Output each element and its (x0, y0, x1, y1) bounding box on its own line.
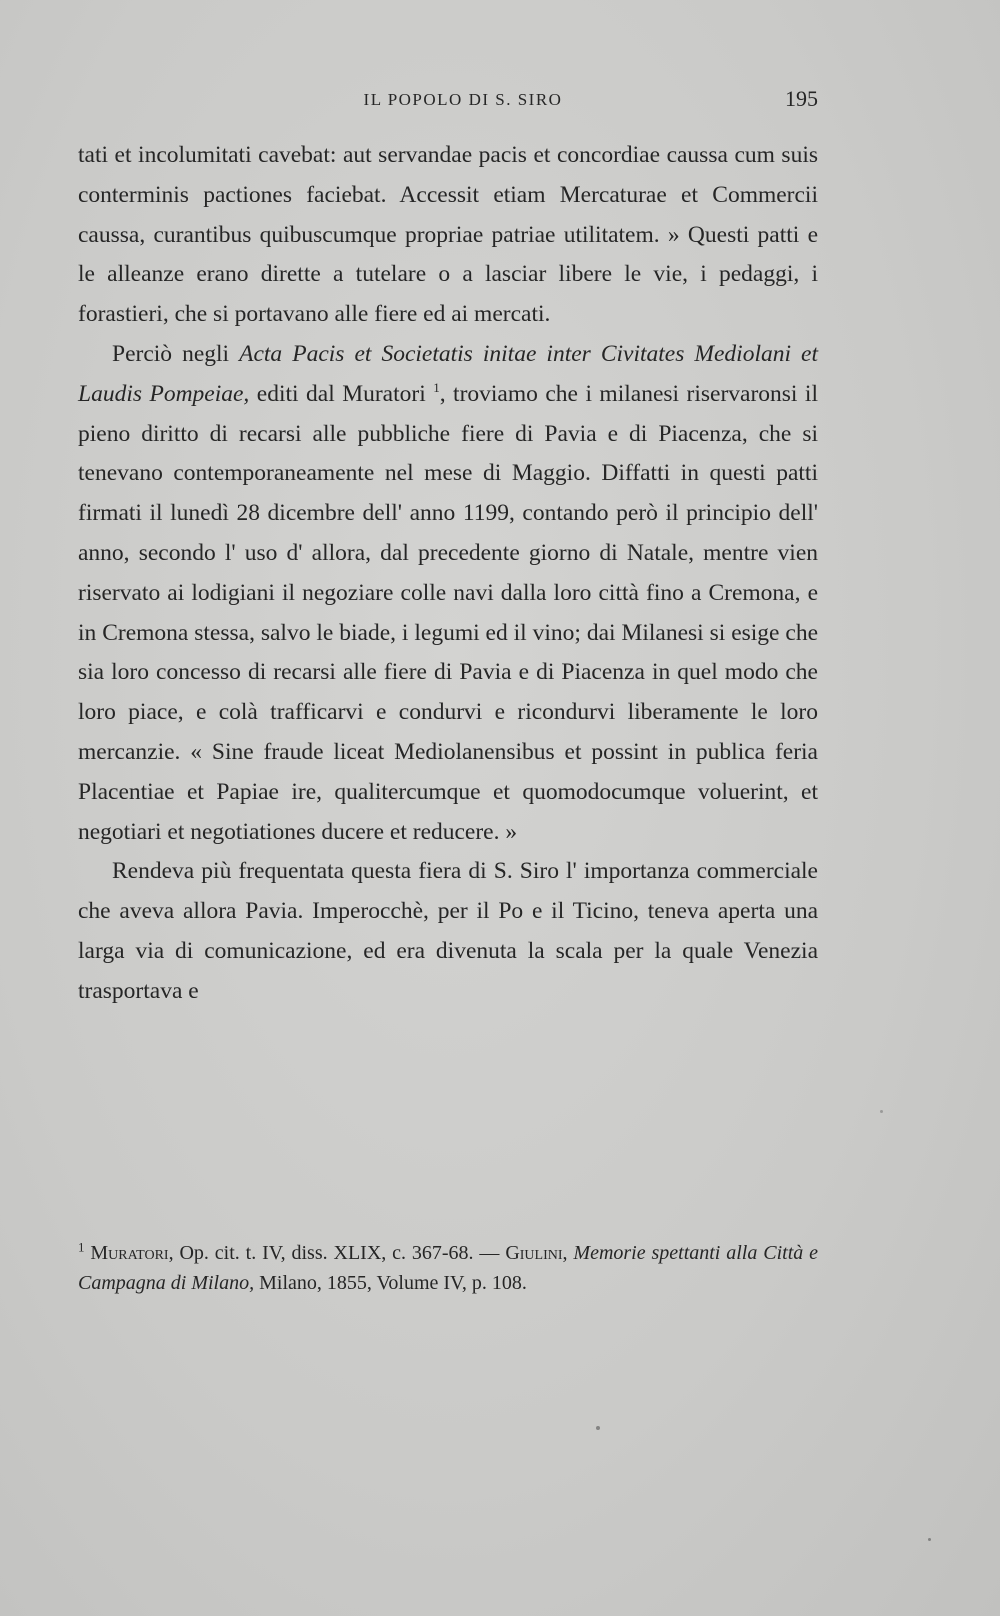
paragraph-1: tati et incolumitati cavebat: aut servandae pacis et concordiae caussa cum suis conterminis pactiones faciebat. Accessit etiam Mercaturae et Commercii caussa, curantibus quibuscumque propriae patriae utilitatem. » Questi patti e le alleanze erano dirette a tutelare o a lasciar libere le vie, i pedaggi, i forastieri, che si portavano alle fiere ed ai mercati. (78, 142, 818, 328)
footnote-title: Memorie spettanti alla Città e Campagna di Milano, (78, 1242, 819, 1294)
footnote-reference: 1 (433, 379, 440, 395)
footnote-text-1: , Op. cit. t. IV, diss. XLIX, c. 367-68. — (168, 1242, 506, 1264)
footnote-1 (78, 1238, 818, 1298)
paper-speck (880, 1110, 883, 1113)
footnote-text-3: Milano, 1855, Volume IV, p. 108. (259, 1272, 527, 1294)
footnote-text-2: , (562, 1242, 568, 1264)
paragraph-2 (78, 335, 818, 852)
footnote-author-1: Muratori (90, 1242, 169, 1264)
body-text (78, 136, 818, 1012)
footnotes (78, 1238, 818, 1298)
page-number: 195 (785, 86, 818, 111)
paragraph-3: Rendeva più frequentata questa fiera di S. Siro l' importanza commerciale che aveva allora Pavia. Imperocchè, per il Po e il Ticino, teneva aperta una larga via di comunicazione, ed era divenuta la scala per la quale Venezia trasportava e (78, 858, 818, 1004)
running-title: IL POPOLO DI S. SIRO (363, 90, 563, 109)
paragraph-2-end: , troviamo che i milanesi riservaronsi il pieno diritto di recarsi alle pubbliche fiere di Pavia e di Piacenza, che si tenevano contemporaneamente nel mese di Maggio. Diffatti in questi patti firmati il lunedì 28 dicembre dell' anno 1199, contando però il principio dell' anno, secondo l' uso d' allora, dal precedente giorno di Natale, mentre vien riservato ai lodigiani il negoziare colle navi dalla loro città fino a Cremona, e in Cremona stessa, salvo le biade, i legumi ed il vino; dai Milanesi si esige che sia loro concesso di recarsi alle fiere di Pavia e di Piacenza in quel modo che loro piace, e colà trafficarvi e condurvi e ricondurvi liberamente le loro mercanzie. « Sine fraude liceat Mediolanensibus et possint in publica feria Placentiae et Papiae ire, qualitercumque et quomodocumque voluerint, et negotiari et negotiationes ducere et reducere. » (78, 380, 818, 845)
paragraph-2-start: Perciò negli (112, 340, 230, 367)
running-head (78, 86, 818, 116)
paragraph-2-mid: editi dal Muratori (256, 380, 426, 407)
paragraph-2-italic-title: Acta Pacis et Societatis initae inter Civitates Mediolani et Laudis Pompeiae, (78, 340, 819, 407)
footnote-author-2: Giulini (505, 1242, 563, 1264)
paper-speck (928, 1538, 931, 1541)
paper-speck (596, 1426, 600, 1430)
footnote-mark: 1 (78, 1239, 85, 1255)
